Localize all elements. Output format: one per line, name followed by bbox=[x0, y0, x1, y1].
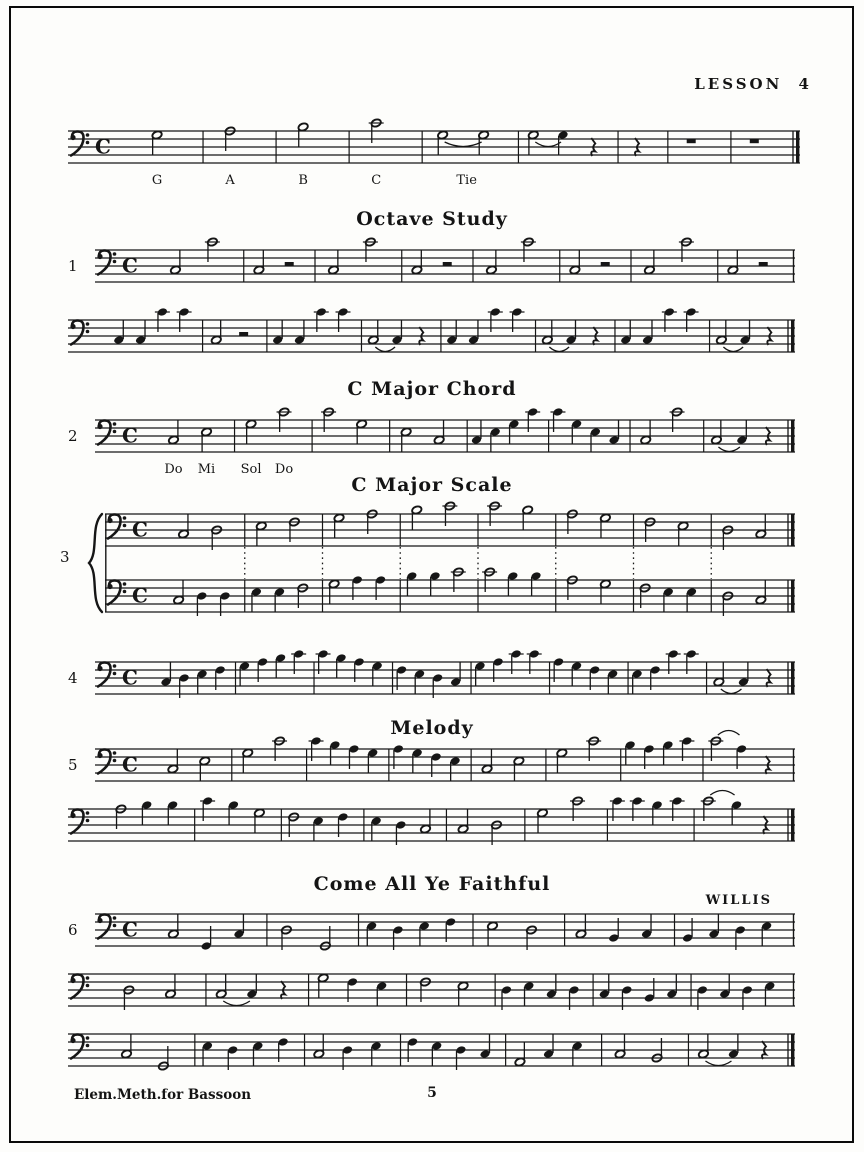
page-border bbox=[9, 6, 854, 1143]
composer-credit: WILLIS bbox=[705, 893, 772, 908]
exercise-number: 5 bbox=[68, 756, 78, 774]
exercise-number: 4 bbox=[68, 669, 78, 687]
c-major-scale-title: C Major Scale bbox=[351, 474, 513, 496]
time-signature: C bbox=[122, 917, 138, 942]
time-signature: C bbox=[122, 253, 138, 278]
footer-book-title: Elem.Meth.for Bassoon bbox=[74, 1087, 252, 1103]
time-signature: C bbox=[122, 423, 138, 448]
note-label: Mi bbox=[197, 462, 216, 477]
note-label: Do bbox=[164, 462, 183, 477]
exercise-number: 2 bbox=[68, 427, 78, 445]
note-label: B bbox=[298, 173, 308, 188]
note-label: C bbox=[371, 173, 382, 188]
note-label: Do bbox=[274, 462, 294, 477]
note-label: A bbox=[225, 173, 235, 188]
time-signature: C bbox=[122, 665, 138, 690]
exercise-number: 6 bbox=[68, 921, 78, 939]
time-signature: C bbox=[132, 583, 148, 608]
exercise-number: 3 bbox=[60, 548, 70, 566]
page-number: 5 bbox=[427, 1085, 437, 1101]
lesson-header: LESSON 4 bbox=[694, 75, 812, 93]
carol-title: Come All Ye Faithful bbox=[313, 873, 551, 895]
note-label: Tie bbox=[456, 173, 477, 188]
octave-study-title: Octave Study bbox=[356, 208, 508, 230]
c-major-chord-title: C Major Chord bbox=[347, 378, 517, 400]
note-label: Sol bbox=[240, 462, 262, 477]
time-signature: C bbox=[95, 134, 111, 159]
time-signature: C bbox=[132, 517, 148, 542]
exercise-number: 1 bbox=[68, 257, 78, 275]
time-signature: C bbox=[122, 752, 138, 777]
melody-title: Melody bbox=[390, 717, 474, 739]
note-label: G bbox=[151, 173, 163, 188]
